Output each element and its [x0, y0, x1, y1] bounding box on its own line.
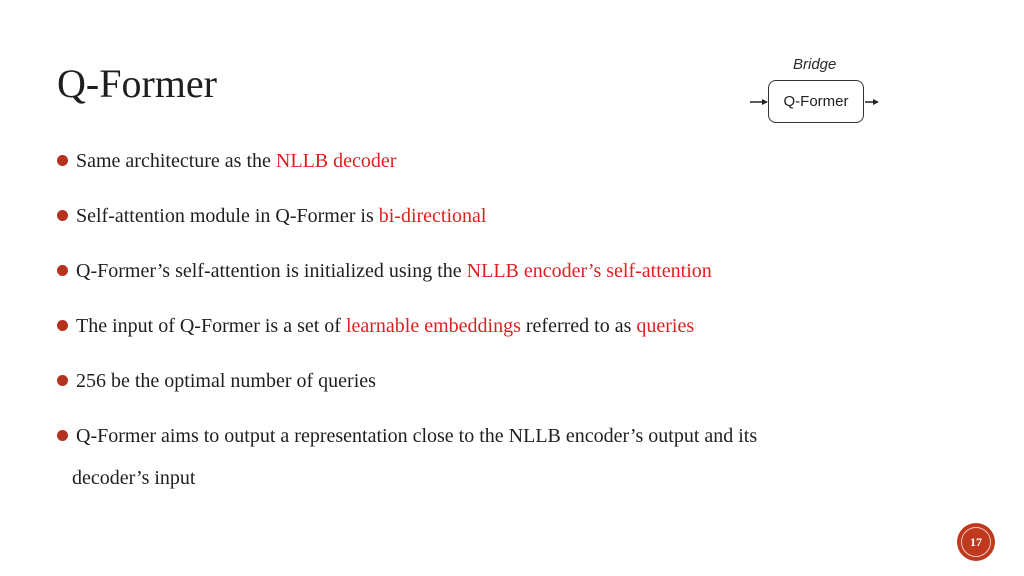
bullet-highlight: NLLB encoder’s self-attention	[466, 260, 712, 282]
bullet-text: referred to as	[520, 315, 637, 337]
bullet-highlight: bi-directional	[378, 205, 487, 227]
bullet-text: Self-attention module in Q-Former is	[76, 205, 379, 227]
bullet-item	[57, 250, 937, 292]
bullet-highlight: learnable embeddings	[345, 315, 521, 337]
bullet-text-continuation: decoder’s input	[72, 467, 196, 489]
bullet-item	[57, 305, 937, 347]
bullet-text: The input of Q-Former is a set of	[76, 315, 346, 337]
bullet-dot-icon	[57, 430, 68, 441]
bullet-text: 256 be the optimal number of queries	[76, 370, 376, 392]
bullet-highlight: queries	[636, 315, 695, 337]
bridge-diagram	[745, 55, 885, 130]
bullet-item	[57, 360, 937, 402]
bullet-item	[57, 415, 937, 499]
bridge-label: Bridge	[793, 56, 837, 73]
bullet-item	[57, 195, 937, 237]
bullet-text: Same architecture as the	[76, 150, 276, 172]
bullet-dot-icon	[57, 265, 68, 276]
qformer-box	[768, 80, 864, 123]
page-number: 17	[961, 527, 991, 557]
bullet-dot-icon	[57, 210, 68, 221]
bullet-text: Q-Former aims to output a representation close to the NLLB encoder’s output and its	[76, 425, 758, 447]
bullet-highlight: NLLB decoder	[275, 150, 397, 172]
slide-title: Q-Former	[57, 61, 217, 106]
page-number-badge	[957, 523, 995, 561]
bullet-dot-icon	[57, 155, 68, 166]
qformer-box-text: Q-Former	[783, 93, 849, 110]
bullet-text: Q-Former’s self-attention is initialized using the	[76, 260, 467, 282]
bullet-dot-icon	[57, 375, 68, 386]
bullet-dot-icon	[57, 320, 68, 331]
bullet-item	[57, 140, 937, 182]
